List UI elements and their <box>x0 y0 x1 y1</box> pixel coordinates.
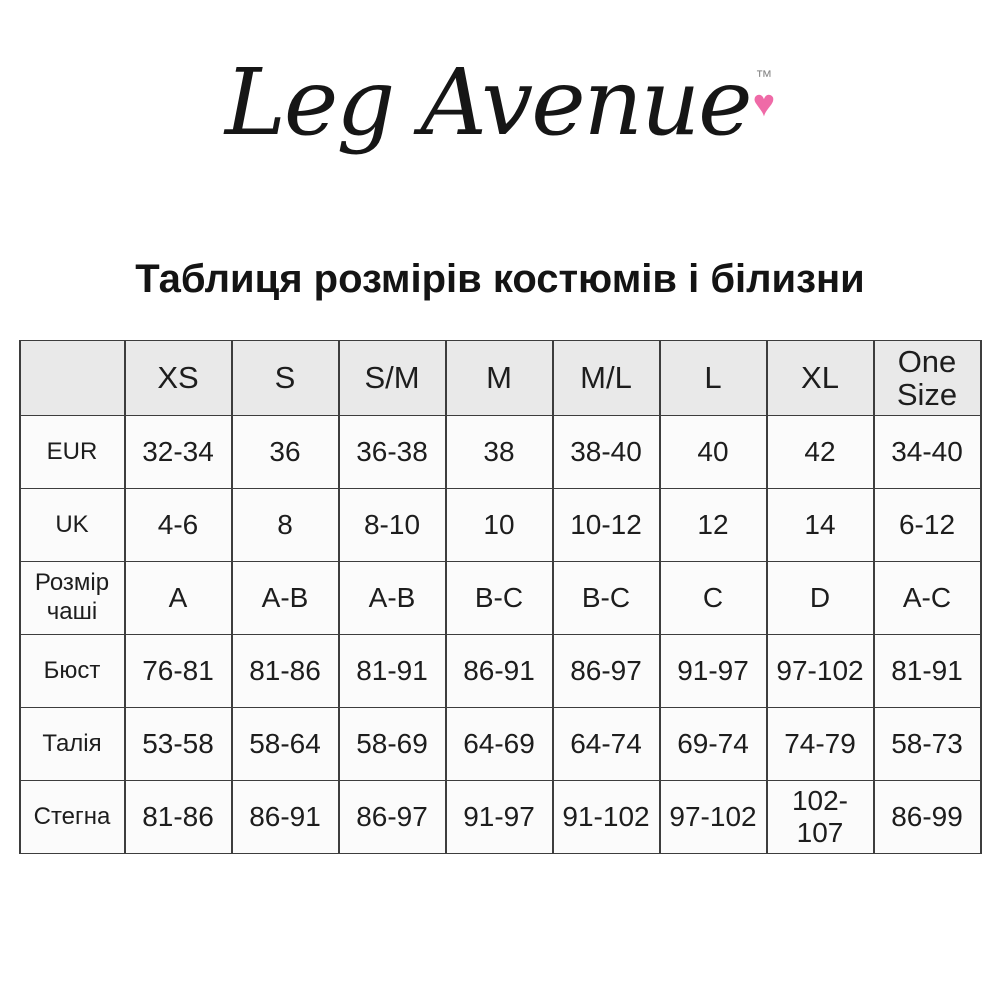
size-value-cell: A-C <box>874 562 981 635</box>
header-row <box>20 341 981 416</box>
size-value-cell: 64-74 <box>553 708 660 781</box>
brand-logo-mark <box>752 67 776 125</box>
size-value-cell: 86-97 <box>553 635 660 708</box>
size-value-cell: 86-97 <box>339 781 446 854</box>
size-value-cell: 36-38 <box>339 416 446 489</box>
size-value-cell: 40 <box>660 416 767 489</box>
size-value-cell: 86-99 <box>874 781 981 854</box>
size-column-header: XS <box>125 341 232 416</box>
size-value-cell: 38 <box>446 416 553 489</box>
size-column-header: XL <box>767 341 874 416</box>
size-value-cell: 64-69 <box>446 708 553 781</box>
size-value-cell: 12 <box>660 489 767 562</box>
size-value-cell: A <box>125 562 232 635</box>
trademark-symbol: ™ <box>755 67 773 86</box>
corner-cell <box>20 341 125 416</box>
table-row <box>20 562 981 635</box>
size-value-cell: 81-91 <box>874 635 981 708</box>
size-value-cell: 4-6 <box>125 489 232 562</box>
page-title: Таблиця розмірів костюмів і білизни <box>135 257 865 301</box>
size-value-cell: 58-73 <box>874 708 981 781</box>
row-label: UK <box>20 489 125 562</box>
table-row <box>20 781 981 854</box>
size-table <box>19 340 982 854</box>
size-value-cell: 102-107 <box>767 781 874 854</box>
size-value-cell: C <box>660 562 767 635</box>
size-value-cell: 8 <box>232 489 339 562</box>
size-column-header: S <box>232 341 339 416</box>
size-value-cell: 81-86 <box>232 635 339 708</box>
size-column-header: One Size <box>874 341 981 416</box>
row-label: Бюст <box>20 635 125 708</box>
size-value-cell: 32-34 <box>125 416 232 489</box>
size-value-cell: 97-102 <box>660 781 767 854</box>
size-value-cell: 81-91 <box>339 635 446 708</box>
size-value-cell: D <box>767 562 874 635</box>
size-column-header: S/M <box>339 341 446 416</box>
table-row <box>20 416 981 489</box>
size-value-cell: B-C <box>553 562 660 635</box>
size-value-cell: 38-40 <box>553 416 660 489</box>
size-column-header: M <box>446 341 553 416</box>
size-value-cell: 91-97 <box>446 781 553 854</box>
size-value-cell: 86-91 <box>232 781 339 854</box>
size-value-cell: 8-10 <box>339 489 446 562</box>
table-row <box>20 635 981 708</box>
size-value-cell: 91-97 <box>660 635 767 708</box>
size-value-cell: B-C <box>446 562 553 635</box>
brand-logo <box>0 0 1000 190</box>
brand-logo-text: Leg Avenue <box>224 49 751 156</box>
table-row <box>20 708 981 781</box>
size-value-cell: 74-79 <box>767 708 874 781</box>
size-column-header: M/L <box>553 341 660 416</box>
row-label: EUR <box>20 416 125 489</box>
size-value-cell: 69-74 <box>660 708 767 781</box>
size-value-cell: 36 <box>232 416 339 489</box>
size-value-cell: 81-86 <box>125 781 232 854</box>
row-label: Розмір чаші <box>20 562 125 635</box>
size-value-cell: 34-40 <box>874 416 981 489</box>
size-value-cell: A-B <box>232 562 339 635</box>
size-value-cell: 86-91 <box>446 635 553 708</box>
size-value-cell: 76-81 <box>125 635 232 708</box>
size-value-cell: 53-58 <box>125 708 232 781</box>
size-table-header <box>20 341 981 416</box>
size-value-cell: 58-69 <box>339 708 446 781</box>
size-column-header: L <box>660 341 767 416</box>
size-value-cell: 42 <box>767 416 874 489</box>
table-row <box>20 489 981 562</box>
size-value-cell: 91-102 <box>553 781 660 854</box>
size-value-cell: 6-12 <box>874 489 981 562</box>
size-table-body <box>20 416 981 854</box>
size-value-cell: 14 <box>767 489 874 562</box>
size-value-cell: A-B <box>339 562 446 635</box>
row-label: Стегна <box>20 781 125 854</box>
size-value-cell: 10 <box>446 489 553 562</box>
size-value-cell: 58-64 <box>232 708 339 781</box>
heart-icon: ♥ <box>752 83 776 125</box>
row-label: Талія <box>20 708 125 781</box>
size-value-cell: 10-12 <box>553 489 660 562</box>
size-value-cell: 97-102 <box>767 635 874 708</box>
